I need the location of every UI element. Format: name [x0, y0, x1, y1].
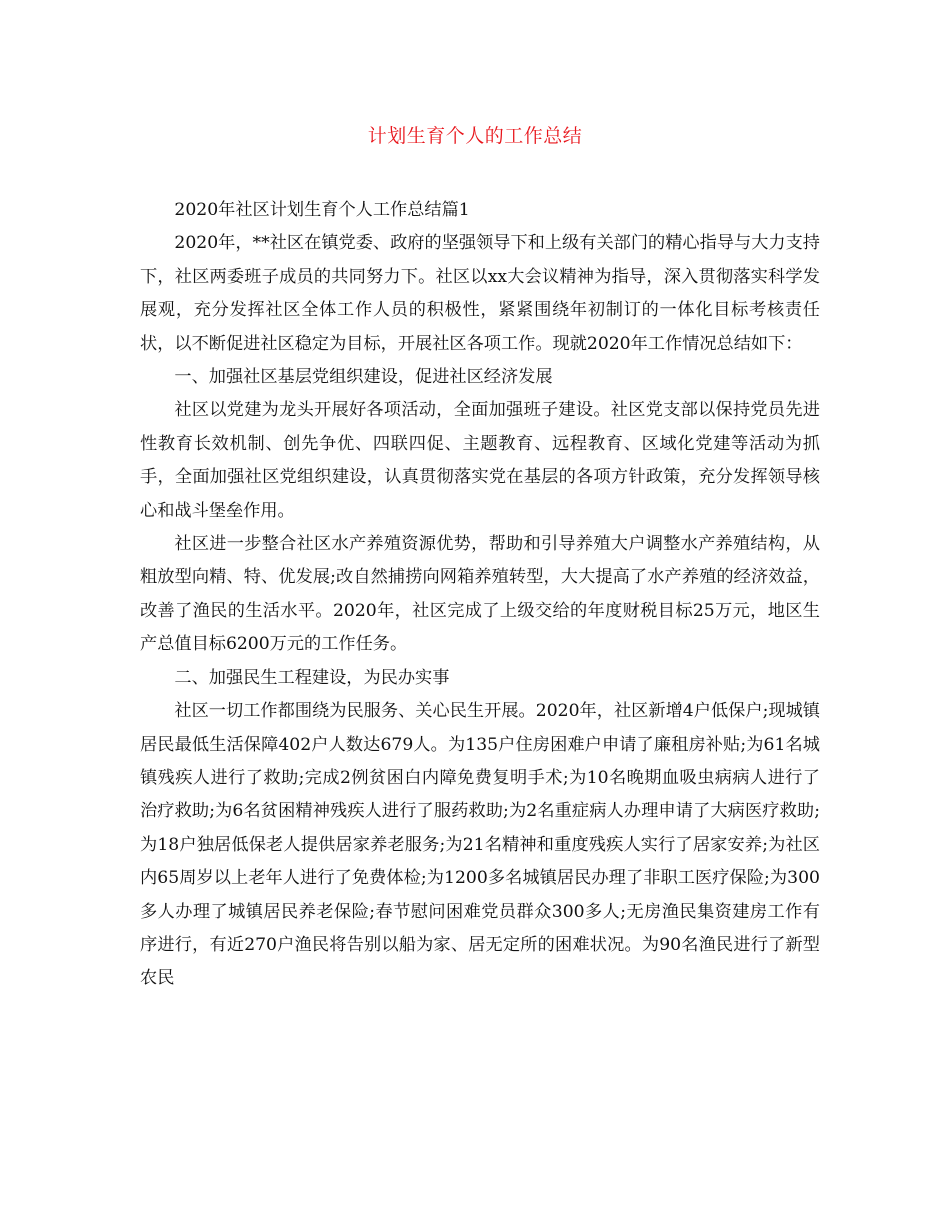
section-heading-livelihood: 二、加强民生工程建设，为民办实事: [174, 667, 450, 688]
document-body: [140, 194, 820, 996]
document-title: 计划生育个人的工作总结: [367, 125, 583, 147]
aquaculture-paragraph: 社区进一步整合社区水产养殖资源优势，帮助和引导养殖大户调整水产养殖结构，从粗放型向精、特、优发展;改自然捕捞向网箱养殖转型，大大提高了水产养殖的经济效益，改善了渔民的生活水平。2020年，社区完成了上级交给的年度财税目标25万元，地区生产总值目标6200万元的工作任务。: [140, 534, 820, 655]
party-building-paragraph: 社区以党建为龙头开展好各项活动，全面加强班子建设。社区党支部以保持党员先进性教育长效机制、创先争优、四联四促、主题教育、远程教育、区域化党建等活动为抓手，全面加强社区党组织建设，认真贯彻落实党在基层的各项方针政策，充分发挥领导核心和战斗堡垒作用。: [140, 400, 820, 521]
livelihood-paragraph: 社区一切工作都围绕为民服务、关心民生开展。2020年，社区新增4户低保户;现城镇居民最低生活保障402户人数达679人。为135户住房困难户申请了廉租房补贴;为61名城镇残疾人进行了救助;完成2例贫困白内障免费复明手术;为10名晚期血吸虫病病人进行了治疗救助;为6名贫困精神残疾人进行了服药救助;为2名重症病人办理申请了大病医疗救助;为18户独居低保老人提供居家养老服务;为21名精神和重度残疾人实行了居家安养;为社区内65周岁以上老年人进行了免费体检;为1200多名城镇居民办理了非职工医疗保险;为300多人办理了城镇居民养老保险;春节慰问困难党员群众300多人;无房渔民集资建房工作有序进行，有近270户渔民将告别以船为家、居无定所的困难状况。为90名渔民进行了新型农民: [140, 701, 820, 989]
section-heading-party-building: 一、加强社区基层党组织建设，促进社区经济发展: [174, 367, 553, 388]
intro-paragraph: 2020年，**社区在镇党委、政府的坚强领导下和上级有关部门的精心指导与大力支持下，社区两委班子成员的共同努力下。社区以xx大会议精神为指导，深入贯彻落实科学发展观，充分发挥社区全体工作人员的积极性，紧紧围绕年初制订的一体化目标考核责任状，以不断促进社区稳定为目标，开展社区各项工作。现就2020年工作情况总结如下：: [140, 233, 820, 354]
section-heading-article: 2020年社区计划生育个人工作总结篇1: [174, 200, 470, 220]
